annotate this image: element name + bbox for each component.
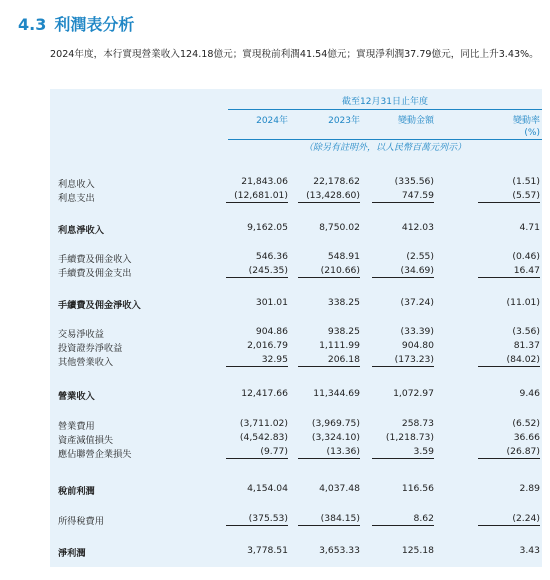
value-2023: (13.36) bbox=[300, 446, 360, 457]
table-row bbox=[50, 264, 542, 279]
table-row bbox=[50, 175, 542, 190]
row-label: 手續費及佣金支出 bbox=[58, 268, 132, 279]
value-2023: (3,969.75) bbox=[311, 418, 360, 429]
table-row bbox=[50, 387, 542, 402]
value-change: 1,072.97 bbox=[393, 388, 434, 399]
row-label: 手續費及佣金收入 bbox=[58, 254, 132, 265]
value-2023: 3,653.33 bbox=[319, 545, 360, 556]
row-label: 所得稅費用 bbox=[58, 516, 104, 527]
row-label: 利息淨收入 bbox=[58, 225, 104, 236]
table-row bbox=[50, 353, 542, 368]
value-change: 258.73 bbox=[401, 418, 434, 429]
value-rate: (0.46) bbox=[512, 251, 540, 262]
intro-paragraph: 2024年度，本行實現營業收入124.18億元；實現稅前利潤41.54億元；實現淨利潤37.79億元，同比上升3.43%。 bbox=[50, 49, 539, 60]
income-statement-table bbox=[50, 89, 542, 567]
table-row bbox=[50, 296, 542, 311]
row-label: 營業收入 bbox=[58, 391, 95, 402]
value-rate: (26.87) bbox=[440, 446, 540, 457]
column-header-change: 變動金額 bbox=[397, 116, 434, 126]
table-row bbox=[50, 512, 542, 527]
value-2024: 32.95 bbox=[228, 354, 288, 365]
row-label: 利息收入 bbox=[58, 179, 95, 190]
value-2024: 12,417.66 bbox=[241, 388, 288, 399]
value-change: (173.23) bbox=[372, 354, 434, 365]
column-header-rate-unit: (%) bbox=[524, 128, 540, 138]
unit-note: （除另有註明外，以人民幣百萬元列示） bbox=[303, 143, 466, 153]
value-2023: (3,324.10) bbox=[311, 432, 360, 443]
value-2024: (4,542.83) bbox=[239, 432, 288, 443]
section-heading bbox=[18, 12, 134, 35]
value-2024: (9.77) bbox=[228, 446, 288, 457]
value-change: 125.18 bbox=[401, 545, 434, 556]
value-change: (33.39) bbox=[400, 326, 434, 337]
value-2023: 548.91 bbox=[327, 251, 360, 262]
section-number: 4.3 bbox=[18, 15, 47, 34]
value-rate: 2.89 bbox=[519, 483, 540, 494]
value-change: (1,218.73) bbox=[385, 432, 434, 443]
table-row bbox=[50, 544, 542, 559]
value-change: 3.59 bbox=[372, 446, 434, 457]
value-rate: 9.46 bbox=[519, 388, 540, 399]
value-2023: 206.18 bbox=[300, 354, 360, 365]
value-2023: 22,178.62 bbox=[313, 176, 360, 187]
value-2023: (210.66) bbox=[300, 265, 360, 276]
period-header: 截至12月31日止年度 bbox=[342, 97, 428, 107]
value-2023: 938.25 bbox=[327, 326, 360, 337]
value-2024: 301.01 bbox=[255, 297, 288, 308]
header-divider bbox=[228, 109, 542, 110]
value-rate: 36.66 bbox=[513, 432, 540, 443]
row-label: 應佔聯營企業損失 bbox=[58, 449, 132, 460]
value-change: (335.56) bbox=[394, 176, 434, 187]
value-2024: (245.35) bbox=[228, 265, 288, 276]
table-row bbox=[50, 417, 542, 432]
value-rate: (84.02) bbox=[440, 354, 540, 365]
value-change: 412.03 bbox=[401, 222, 434, 233]
row-label: 利息支出 bbox=[58, 193, 95, 204]
row-label: 投資證券淨收益 bbox=[58, 343, 123, 354]
value-2023: 1,111.99 bbox=[319, 340, 360, 351]
row-label: 手續費及佣金淨收入 bbox=[58, 300, 141, 311]
value-rate: (3.56) bbox=[512, 326, 540, 337]
value-2024: 3,778.51 bbox=[247, 545, 288, 556]
value-change: 8.62 bbox=[372, 513, 434, 524]
value-rate: (2.24) bbox=[440, 513, 540, 524]
value-2023: 8,750.02 bbox=[319, 222, 360, 233]
table-row bbox=[50, 339, 542, 354]
value-2024: (3,711.02) bbox=[239, 418, 288, 429]
value-2024: 21,843.06 bbox=[241, 176, 288, 187]
row-label: 淨利潤 bbox=[58, 548, 86, 559]
value-2024: (375.53) bbox=[228, 513, 288, 524]
value-change: 116.56 bbox=[401, 483, 434, 494]
value-2023: 338.25 bbox=[327, 297, 360, 308]
table-row bbox=[50, 189, 542, 204]
row-label: 交易淨收益 bbox=[58, 329, 104, 340]
value-change: (2.55) bbox=[406, 251, 434, 262]
column-header-2023: 2023年 bbox=[328, 116, 360, 126]
value-rate: (1.51) bbox=[512, 176, 540, 187]
row-label: 營業費用 bbox=[58, 421, 95, 432]
value-rate: 16.47 bbox=[440, 265, 540, 276]
value-rate: (5.57) bbox=[440, 190, 540, 201]
value-2024: 2,016.79 bbox=[247, 340, 288, 351]
column-header-rate: 變動率 bbox=[512, 116, 540, 126]
table-row bbox=[50, 482, 542, 497]
value-2024: (12,681.01) bbox=[228, 190, 288, 201]
value-change: 747.59 bbox=[372, 190, 434, 201]
value-change: (34.69) bbox=[372, 265, 434, 276]
column-header-2024: 2024年 bbox=[256, 116, 288, 126]
value-rate: 3.43 bbox=[519, 545, 540, 556]
row-label: 資產減值損失 bbox=[58, 435, 114, 446]
table-row bbox=[50, 431, 542, 446]
value-2023: 4,037.48 bbox=[319, 483, 360, 494]
value-change: (37.24) bbox=[400, 297, 434, 308]
value-2024: 904.86 bbox=[255, 326, 288, 337]
section-title: 利潤表分析 bbox=[54, 15, 135, 34]
table-row bbox=[50, 221, 542, 236]
value-2024: 546.36 bbox=[255, 251, 288, 262]
table-row bbox=[50, 250, 542, 265]
row-label: 其他營業收入 bbox=[58, 357, 114, 368]
row-label: 稅前利潤 bbox=[58, 486, 95, 497]
value-rate: (11.01) bbox=[506, 297, 540, 308]
value-2023: (13,428.60) bbox=[300, 190, 360, 201]
table-row bbox=[50, 445, 542, 460]
table-row bbox=[50, 325, 542, 340]
value-change: 904.80 bbox=[401, 340, 434, 351]
value-2024: 4,154.04 bbox=[247, 483, 288, 494]
value-rate: 81.37 bbox=[513, 340, 540, 351]
value-2023: (384.15) bbox=[300, 513, 360, 524]
value-rate: 4.71 bbox=[519, 222, 540, 233]
value-2023: 11,344.69 bbox=[313, 388, 360, 399]
value-rate: (6.52) bbox=[512, 418, 540, 429]
value-2024: 9,162.05 bbox=[247, 222, 288, 233]
